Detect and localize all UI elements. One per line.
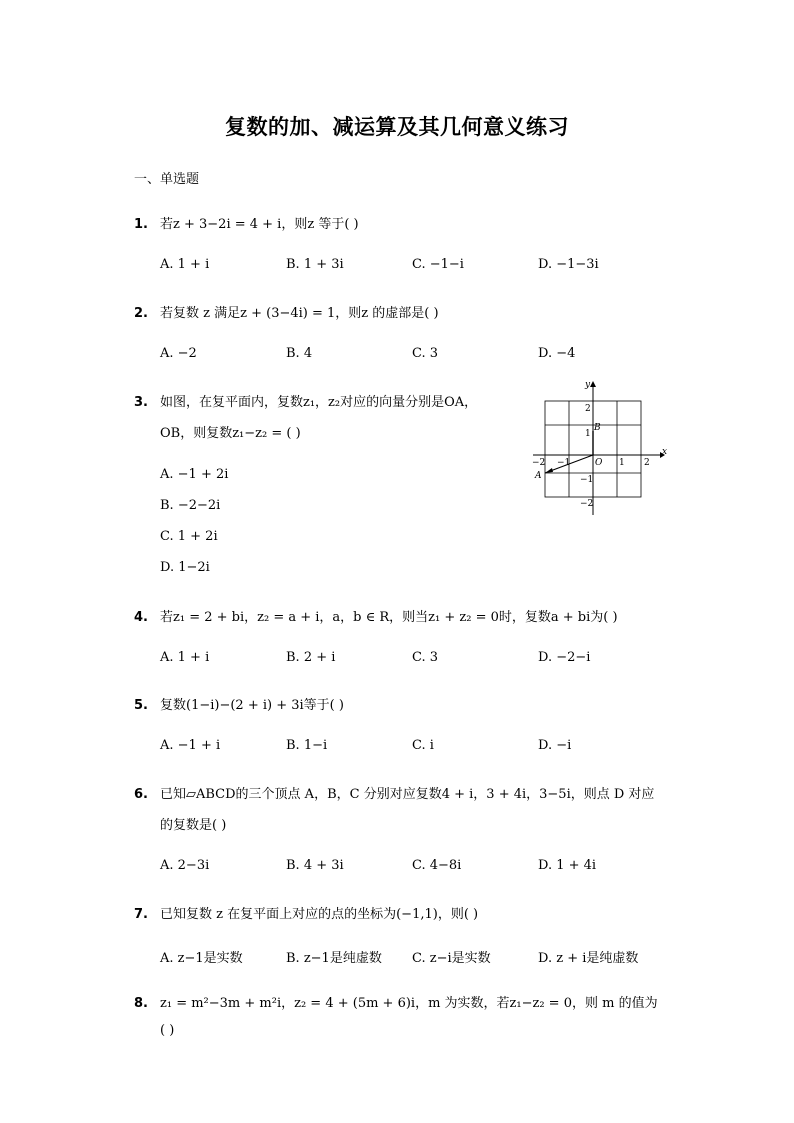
origin-label: O bbox=[595, 458, 603, 468]
page-title: 复数的加、减运算及其几何意义练习 bbox=[225, 114, 569, 139]
question-8 bbox=[134, 992, 658, 1011]
question-6 bbox=[134, 783, 654, 802]
question-number: 3. bbox=[134, 395, 148, 410]
option-a: A. z−1是实数 bbox=[160, 951, 243, 966]
option-c: C. z−i是实数 bbox=[412, 951, 491, 966]
option-b: B. −2−2i bbox=[160, 498, 221, 513]
question-number: 4. bbox=[134, 610, 148, 625]
complex-plane-svg bbox=[528, 378, 668, 518]
option-a: A. −1 + i bbox=[160, 738, 221, 753]
x-tick-label: −1 bbox=[557, 458, 571, 468]
question-number: 8. bbox=[134, 996, 148, 1011]
question-text: 若z + 3−2i = 4 + i，则z 等于( ) bbox=[160, 217, 359, 232]
question-text: z₁ = m²−3m + m²i，z₂ = 4 + (5m + 6)i，m 为实数，若z₁−z₂ = 0，则 m 的值为 bbox=[160, 996, 658, 1011]
question-number: 2. bbox=[134, 306, 148, 321]
option-a: A. −2 bbox=[160, 346, 197, 361]
option-c: C. i bbox=[412, 738, 434, 753]
option-b: B. 4 bbox=[286, 346, 313, 361]
question-text-continued: OB，则复数z₁−z₂ = ( ) bbox=[160, 426, 301, 441]
option-a: A. 1 + i bbox=[160, 650, 210, 665]
section-heading: 一、单选题 bbox=[134, 172, 200, 187]
option-d: D. z + i是纯虚数 bbox=[538, 951, 639, 966]
question-text: 已知▱ABCD的三个顶点 A，B，C 分别对应复数4 + i，3 + 4i，3−5i，则点 D 对应 bbox=[160, 787, 655, 802]
question-text: 复数(1−i)−(2 + i) + 3i等于( ) bbox=[160, 698, 344, 713]
option-b: B. 1 + 3i bbox=[286, 257, 344, 272]
x-tick-label: 2 bbox=[644, 458, 650, 468]
question-number: 6. bbox=[134, 787, 148, 802]
y-tick-label: −1 bbox=[580, 475, 594, 485]
y-axis-arrow bbox=[590, 381, 596, 387]
vector-oa-arrow bbox=[545, 468, 553, 473]
point-a-label: A bbox=[535, 471, 542, 481]
option-b: B. 1−i bbox=[286, 738, 328, 753]
question-1 bbox=[134, 213, 359, 232]
y-tick-label: 1 bbox=[585, 429, 591, 439]
point-b-label: B bbox=[594, 423, 601, 433]
question-7 bbox=[134, 903, 478, 922]
option-c: C. 4−8i bbox=[412, 858, 462, 873]
option-d: D. −4 bbox=[538, 346, 576, 361]
option-d: D. −2−i bbox=[538, 650, 591, 665]
question-text: 若复数 z 满足z + (3−4i) = 1，则z 的虚部是( ) bbox=[160, 306, 439, 321]
option-c: C. −1−i bbox=[412, 257, 464, 272]
option-b: B. 4 + 3i bbox=[286, 858, 344, 873]
question-text: 已知复数 z 在复平面上对应的点的坐标为(−1,1)，则( ) bbox=[160, 907, 479, 922]
y-tick-label: −2 bbox=[580, 499, 594, 509]
question-text-continued: 的复数是( ) bbox=[160, 818, 227, 833]
option-c: C. 3 bbox=[412, 650, 439, 665]
x-tick-label: −2 bbox=[532, 458, 546, 468]
option-c: C. 1 + 2i bbox=[160, 529, 218, 544]
option-d: D. −i bbox=[538, 738, 572, 753]
question-4 bbox=[134, 606, 618, 625]
question-number: 1. bbox=[134, 217, 148, 232]
question-number: 5. bbox=[134, 698, 148, 713]
option-b: B. z−1是纯虚数 bbox=[286, 951, 382, 966]
question-2 bbox=[134, 302, 439, 321]
question-text: 若z₁ = 2 + bi，z₂ = a + i，a，b ∈ R，则当z₁ + z₂ = 0时，复数a + bi为( ) bbox=[160, 610, 618, 625]
option-a: A. 1 + i bbox=[160, 257, 210, 272]
option-d: D. 1 + 4i bbox=[538, 858, 597, 873]
question-number: 7. bbox=[134, 907, 148, 922]
x-tick-label: 1 bbox=[619, 458, 625, 468]
option-b: B. 2 + i bbox=[286, 650, 336, 665]
question-text: 如图，在复平面内，复数z₁，z₂对应的向量分别是OA， bbox=[160, 395, 478, 410]
x-axis-label: x bbox=[662, 447, 668, 457]
question-text-continued: ( ) bbox=[160, 1023, 175, 1038]
option-d: D. −1−3i bbox=[538, 257, 599, 272]
complex-plane-figure bbox=[528, 378, 668, 522]
option-a: A. −1 + 2i bbox=[160, 467, 229, 482]
y-axis-label: y bbox=[585, 380, 591, 390]
option-a: A. 2−3i bbox=[160, 858, 210, 873]
question-3 bbox=[134, 391, 477, 410]
question-5 bbox=[134, 694, 344, 713]
option-c: C. 3 bbox=[412, 346, 439, 361]
option-d: D. 1−2i bbox=[160, 560, 210, 575]
y-tick-label: 2 bbox=[585, 404, 591, 414]
